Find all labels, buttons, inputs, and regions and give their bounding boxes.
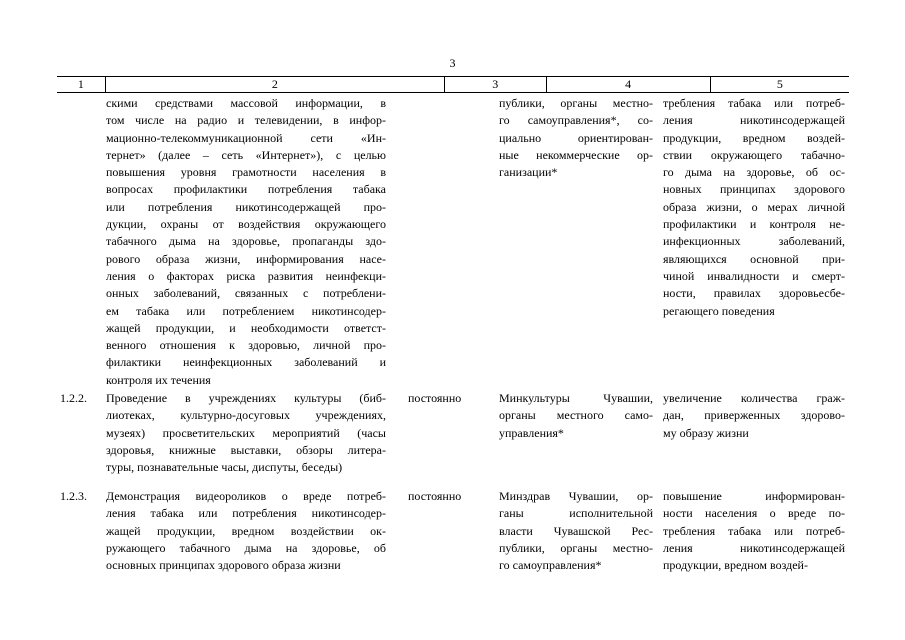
- text-line: табачного дыма на здоровье, пропаганды здо-: [106, 234, 386, 249]
- text-line: му образу жизни: [663, 425, 749, 440]
- text-line: ления табака или потребления никотинсодер-: [106, 506, 386, 521]
- text-line: контроля их течения: [106, 372, 211, 387]
- text-line: дукции, охраны от воздействия окружающего: [106, 217, 386, 232]
- text-line: туры, познавательные часы, диспуты, беседы): [106, 460, 343, 475]
- text-line: дан, приверженных здорово-: [663, 408, 845, 423]
- text-line: публики, органы местно-: [499, 96, 653, 110]
- result-text: [663, 488, 845, 574]
- header-col-5: 5: [710, 77, 849, 92]
- text-line: онных заболеваний, связанных с потреблени-: [106, 286, 386, 301]
- text-line: Проведение в учреждениях культуры (биб-: [106, 391, 386, 405]
- text-line: Демонстрация видеороликов о вреде потреб-: [106, 489, 386, 503]
- text-line: ные некоммерческие ор-: [499, 147, 653, 162]
- text-line: ности, правилах здоровьесбе-: [663, 286, 845, 301]
- page-number: 3: [449, 56, 456, 70]
- text-line: органы местного само-: [499, 408, 653, 423]
- measure-text: [106, 488, 386, 574]
- text-line: постоянно: [408, 489, 462, 503]
- text-line: увеличение количества граж-: [663, 391, 845, 405]
- text-line: повышения уровня грамотности населения в: [106, 165, 386, 180]
- executors-text: [499, 488, 653, 574]
- text-line: власти Чувашской Рес-: [499, 523, 653, 538]
- row-number: [60, 390, 96, 407]
- measure-text: [106, 95, 386, 389]
- text-line: го дыма на здоровье, об ос-: [663, 165, 845, 180]
- text-line: жащей продукции, и необходимости ответст-: [106, 320, 386, 335]
- text-line: циально ориентирован-: [499, 130, 653, 145]
- text-line: ствии окружающего табачно-: [663, 147, 845, 162]
- executors-text: [499, 390, 653, 442]
- text-line: профилактики и контроля не-: [663, 217, 845, 232]
- text-line: го самоуправления*, со-: [499, 113, 653, 128]
- text-line: го самоуправления*: [499, 558, 602, 573]
- header-col-4: 4: [546, 77, 710, 92]
- result-text: [663, 390, 845, 442]
- text-line: рового образа жизни, информирования насе-: [106, 251, 386, 266]
- text-line: повышение информирован-: [663, 489, 845, 503]
- text-line: лиотеках, культурно-досуговых учреждениях,: [106, 408, 386, 423]
- text-line: том числе на радио и телевидении, в инфор-: [106, 113, 386, 128]
- text-line: ружающего табачного дыма на здоровье, об: [106, 540, 386, 555]
- text-line: здоровья, книжные выставки, обзоры литера-: [106, 442, 386, 457]
- text-line: публики, органы местно-: [499, 540, 653, 555]
- header-col-2: 2: [105, 77, 444, 92]
- text-line: продукции, вредном воздей-: [663, 558, 808, 573]
- text-line: ления никотинсодержащей: [663, 540, 845, 555]
- text-line: музеях) просветительских мероприятий (часы: [106, 425, 386, 440]
- executors-text: [499, 95, 653, 181]
- text-line: 1.2.2.: [60, 391, 87, 405]
- text-line: образа жизни, о мерах личной: [663, 199, 845, 214]
- text-line: Минкультуры Чувашии,: [499, 391, 653, 405]
- result-text: [663, 95, 845, 320]
- text-line: требления табака или потреб-: [663, 96, 845, 110]
- text-line: новных принципах здорового: [663, 182, 845, 197]
- text-line: требления табака или потреб-: [663, 523, 845, 538]
- text-line: основных принципах здорового образа жизни: [106, 558, 341, 573]
- text-line: управления*: [499, 425, 564, 440]
- text-line: ем табака или потреблением никотинсодер-: [106, 303, 386, 318]
- text-line: или потребления никотинсодержащей про-: [106, 199, 386, 214]
- header-col-1: 1: [77, 77, 84, 91]
- text-line: ления о факторах риска развития неинфекци-: [106, 268, 386, 283]
- text-line: регающего поведения: [663, 303, 775, 318]
- text-line: являющихся основной при-: [663, 251, 845, 266]
- text-line: вопросах профилактики потребления табака: [106, 182, 386, 197]
- text-line: ности населения о вреде по-: [663, 506, 845, 521]
- text-line: ганы исполнительной: [499, 506, 653, 521]
- text-line: филактики неинфекционных заболеваний и: [106, 355, 386, 370]
- table-header-row: [57, 76, 849, 93]
- term-text: [408, 390, 478, 407]
- text-line: ления никотинсодержащей: [663, 113, 845, 128]
- text-line: 1.2.3.: [60, 489, 87, 503]
- header-col-3: 3: [444, 77, 545, 92]
- text-line: постоянно: [408, 391, 462, 405]
- text-line: чиной инвалидности и смерт-: [663, 268, 845, 283]
- text-line: венного отношения к здоровью, личной про-: [106, 338, 386, 353]
- text-line: ганизации*: [499, 165, 558, 180]
- text-line: продукции, вредном воздей-: [663, 130, 845, 145]
- text-line: мационно-телекоммуникационной сети «Ин-: [106, 130, 386, 145]
- text-line: инфекционных заболеваний,: [663, 234, 845, 249]
- term-text: [408, 488, 478, 505]
- text-line: тернет» (далее – сеть «Интернет»), с целью: [106, 147, 386, 162]
- row-number: [60, 488, 96, 505]
- measure-text: [106, 390, 386, 476]
- text-line: Минздрав Чувашии, ор-: [499, 489, 653, 503]
- text-line: скими средствами массовой информации, в: [106, 96, 386, 110]
- text-line: жащей продукции, вредном воздействии ок-: [106, 523, 386, 538]
